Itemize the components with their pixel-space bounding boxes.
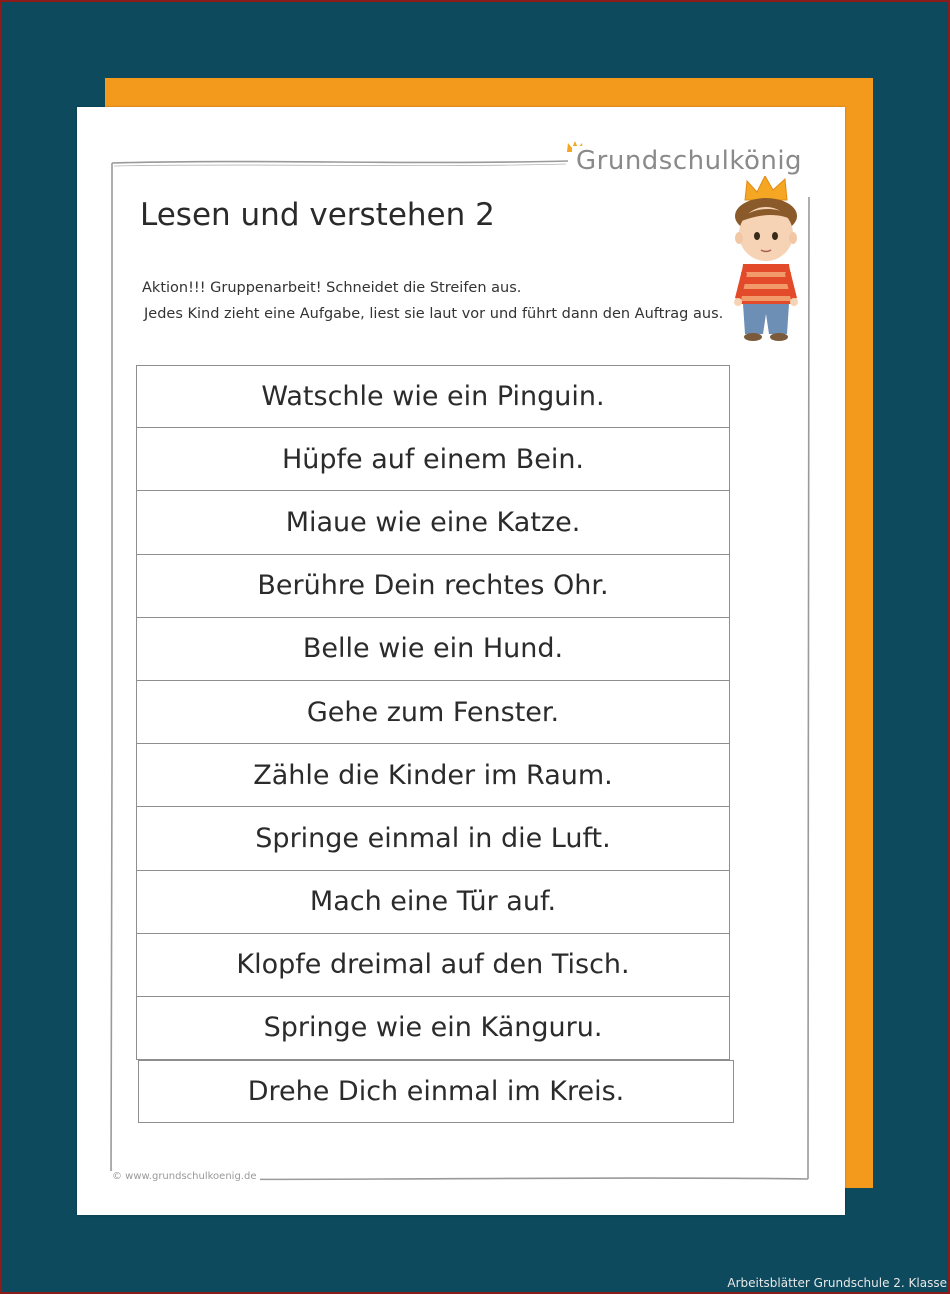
strip-item: Hüpfe auf einem Bein. bbox=[136, 428, 730, 491]
instructions bbox=[142, 275, 723, 327]
boy-illustration bbox=[733, 176, 813, 341]
strip-item: Gehe zum Fenster. bbox=[136, 681, 730, 744]
strip-item: Klopfe dreimal auf den Tisch. bbox=[136, 934, 730, 997]
strip-item: Zähle die Kinder im Raum. bbox=[136, 744, 730, 807]
strip-item: Springe wie ein Känguru. bbox=[136, 997, 730, 1060]
instruction-line-1: Aktion!!! Gruppenarbeit! Schneidet die Streifen aus. bbox=[142, 280, 522, 296]
strip-item: Miaue wie eine Katze. bbox=[136, 491, 730, 554]
reading-strips bbox=[136, 365, 730, 1123]
strip-item: Mach eine Tür auf. bbox=[136, 871, 730, 934]
strip-item: Berühre Dein rechtes Ohr. bbox=[136, 555, 730, 618]
footer-copyright: © www.grundschulkoenig.de bbox=[108, 1171, 260, 1182]
strip-item: Drehe Dich einmal im Kreis. bbox=[138, 1060, 734, 1123]
instruction-line-2: Jedes Kind zieht eine Aufgabe, liest sie laut vor und führt dann den Auftrag aus. bbox=[144, 306, 724, 322]
page-title: Lesen und verstehen 2 bbox=[140, 197, 495, 233]
strip-item: Belle wie ein Hund. bbox=[136, 618, 730, 681]
image-caption: Arbeitsblätter Grundschule 2. Klasse bbox=[727, 1276, 947, 1290]
strip-item: Watschle wie ein Pinguin. bbox=[136, 365, 730, 428]
brand-logo-text: Grundschulkönig bbox=[572, 146, 806, 176]
strip-item: Springe einmal in die Luft. bbox=[136, 807, 730, 870]
